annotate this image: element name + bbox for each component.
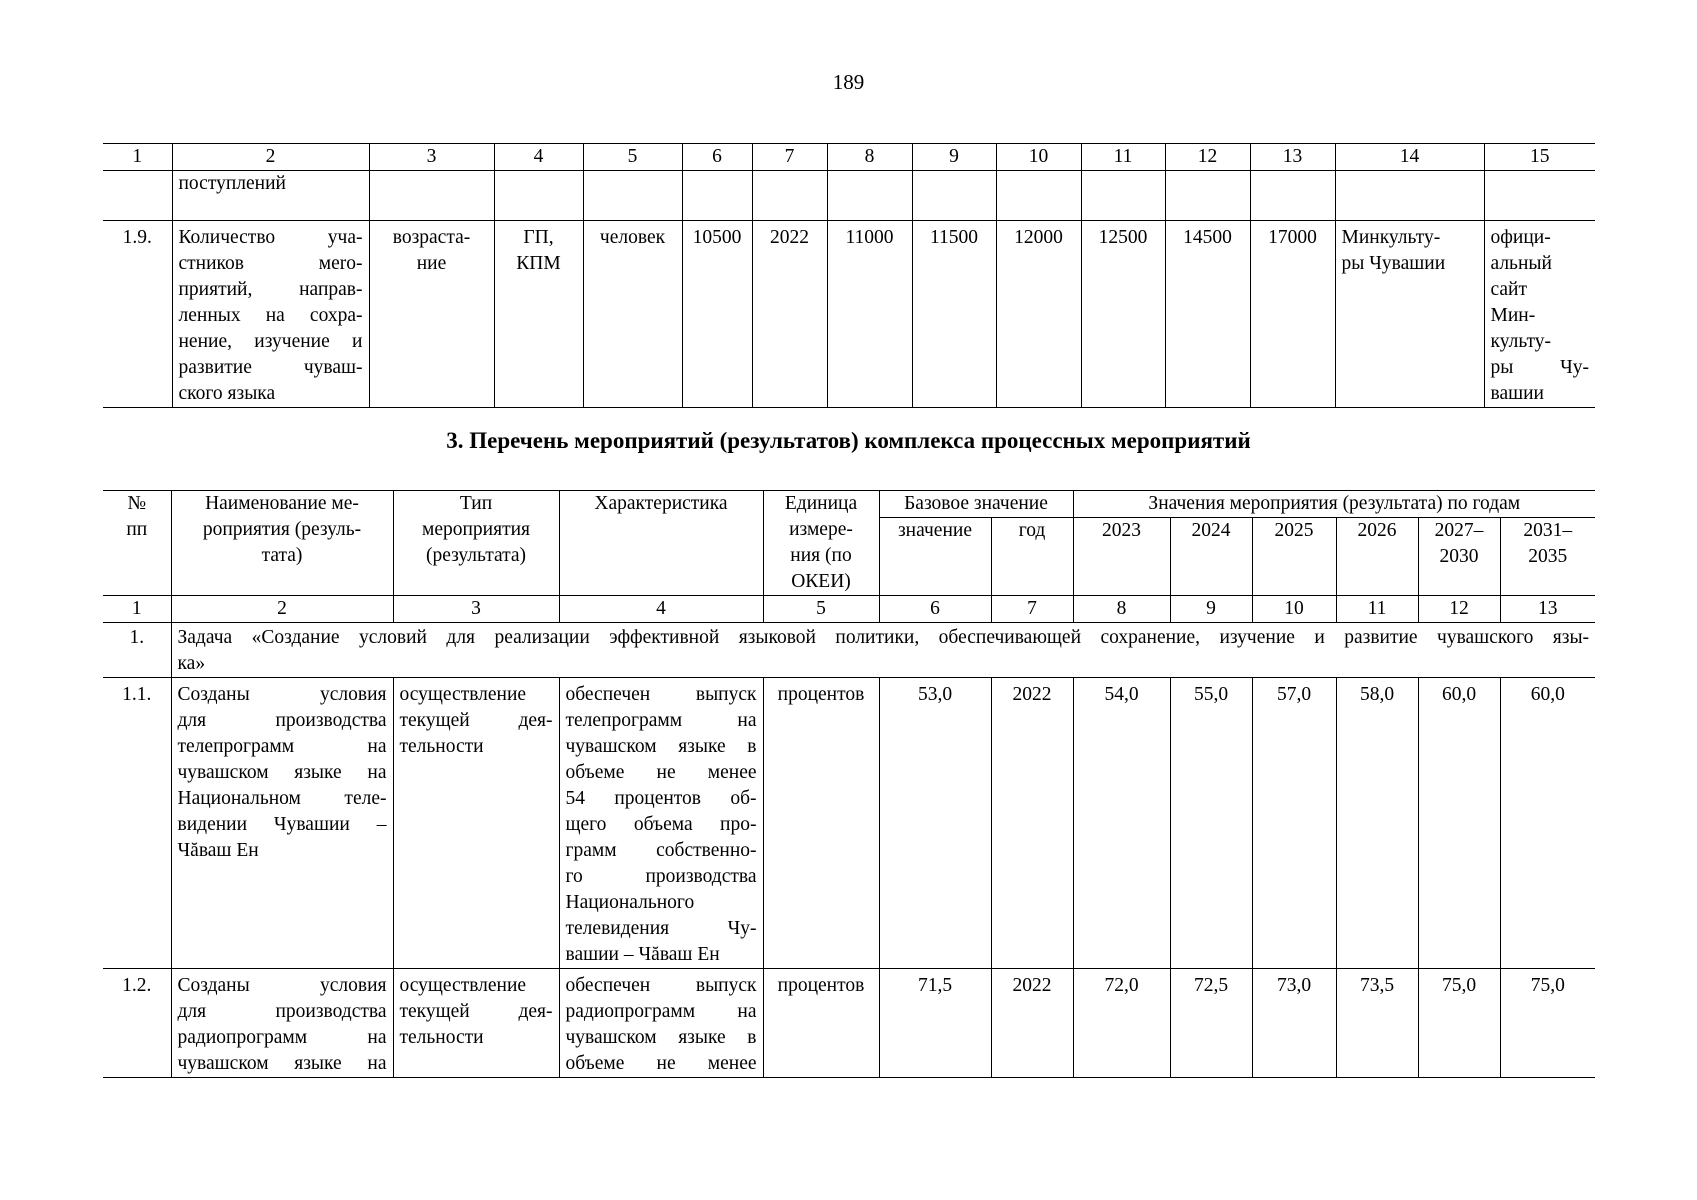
table-row [103,221,1595,408]
col-num: 1 [103,144,172,171]
column-number-row [103,144,1595,171]
level: ГП, КПМ [494,221,583,408]
value-2026: 73,5 [1336,969,1418,1078]
table-row [103,969,1595,1078]
value-2024: 72,5 [1170,969,1252,1078]
characteristic-header: Характеристика [559,491,763,596]
unit: человек [583,221,682,408]
col-num: 13 [1500,596,1595,623]
col-num: 7 [752,144,827,171]
base-year: 2022 [752,221,827,408]
value: 14500 [1165,221,1250,408]
value-2025: 57,0 [1252,678,1336,969]
unit-header: Единица измере- ния (по ОКЕИ) [763,491,879,596]
year-header: 2025 [1252,518,1336,596]
unit: процентов [763,678,879,969]
col-num: 8 [1073,596,1170,623]
col-num: 6 [682,144,752,171]
base-value: 53,0 [879,678,991,969]
value-2025: 73,0 [1252,969,1336,1078]
indicator-name: Количество уча- стников мero- приятий, направ- ленных на сохра- нение, изучение и развитие чуваш- ского языка [172,221,369,408]
value-2023: 54,0 [1073,678,1170,969]
col-num: 12 [1165,144,1250,171]
col-num: 10 [1252,596,1336,623]
col-num: 14 [1335,144,1484,171]
col-num: 2 [172,144,369,171]
task-number: 1. [103,623,171,678]
column-number-row [103,596,1595,623]
col-num: 12 [1418,596,1500,623]
page-number: 189 [832,70,865,94]
value-2024: 55,0 [1170,678,1252,969]
col-num: 9 [912,144,996,171]
col-num: 15 [1484,144,1595,171]
year-header: 2023 [1073,518,1170,596]
col-num: 11 [1336,596,1418,623]
section-title: 3. Перечень мероприятий (результатов) комплекса процессных мероприятий [446,428,1251,453]
name-header: Наименование ме- роприятия (резуль- тата) [171,491,393,596]
years-group-header: Значения мероприятия (результата) по годам [1073,491,1595,518]
col-num: 4 [559,596,763,623]
direction: возраста- ние [369,221,494,408]
value-2031-2035: 75,0 [1500,969,1595,1078]
col-num: 9 [1170,596,1252,623]
base-year-header: год [991,518,1073,596]
col-num: 13 [1250,144,1335,171]
task-text: Задача «Создание условий для реализации эффективной языковой политики, обеспечивающей сохранение, изучение и развитие чувашского язы- ка» [171,623,1595,678]
measure-type: осуществление текущей дея- тельности [393,678,559,969]
measure-type: осуществление текущей дея- тельности [393,969,559,1078]
measures-table [103,490,1595,1078]
year-range-header: 2027– 2030 [1418,518,1500,596]
value: 12000 [996,221,1081,408]
base-year: 2022 [991,678,1073,969]
table-row [103,678,1595,969]
base-value-header: значение [879,518,991,596]
data-source: офици- альный сайт Мин- культу- ры Чу- вашии [1484,221,1595,408]
row-number: 1.1. [103,678,171,969]
measure-name: Созданы условия для производства радиопрограмм на чувашском языке на [171,969,393,1078]
num-header: № пп [103,491,171,596]
measure-name: Созданы условия для производства телепрограмм на чувашском языке на Национальном теле- видении Чувашии – Чăваш Ен [171,678,393,969]
continuation-text: поступлений [172,171,369,221]
value-2023: 72,0 [1073,969,1170,1078]
responsible: Минкульту- ры Чувашии [1335,221,1484,408]
value-2027-2030: 75,0 [1418,969,1500,1078]
continuation-row [103,171,1595,221]
value: 11000 [827,221,912,408]
col-num: 11 [1081,144,1165,171]
col-num: 10 [996,144,1081,171]
year-header: 2024 [1170,518,1252,596]
col-num: 3 [393,596,559,623]
col-num: 3 [369,144,494,171]
col-num: 5 [763,596,879,623]
base-value: 10500 [682,221,752,408]
value: 11500 [912,221,996,408]
header-row [103,491,1595,518]
task-row [103,623,1595,678]
col-num: 8 [827,144,912,171]
value: 12500 [1081,221,1165,408]
col-num: 1 [103,596,171,623]
value-2031-2035: 60,0 [1500,678,1595,969]
base-group-header: Базовое значение [879,491,1073,518]
year-header: 2026 [1336,518,1418,596]
value-2026: 58,0 [1336,678,1418,969]
year-range-header: 2031– 2035 [1500,518,1595,596]
measure-characteristic: обеспечен выпуск телепрограмм на чувашском языке в объеме не менее 54 процентов об- щего объема про- грамм собственно- го производства Национального телевидения Чу- вашии – Чăваш Ен [559,678,763,969]
col-num: 6 [879,596,991,623]
row-number: 1.9. [103,221,172,408]
unit: процентов [763,969,879,1078]
col-num: 5 [583,144,682,171]
col-num: 7 [991,596,1073,623]
type-header: Тип мероприятия (результата) [393,491,559,596]
base-value: 71,5 [879,969,991,1078]
row-number: 1.2. [103,969,171,1078]
value: 17000 [1250,221,1335,408]
col-num: 2 [171,596,393,623]
col-num: 4 [494,144,583,171]
value-2027-2030: 60,0 [1418,678,1500,969]
measure-characteristic: обеспечен выпуск радиопрограмм на чувашском языке в объеме не менее [559,969,763,1078]
indicators-table-continuation [103,143,1595,408]
base-year: 2022 [991,969,1073,1078]
